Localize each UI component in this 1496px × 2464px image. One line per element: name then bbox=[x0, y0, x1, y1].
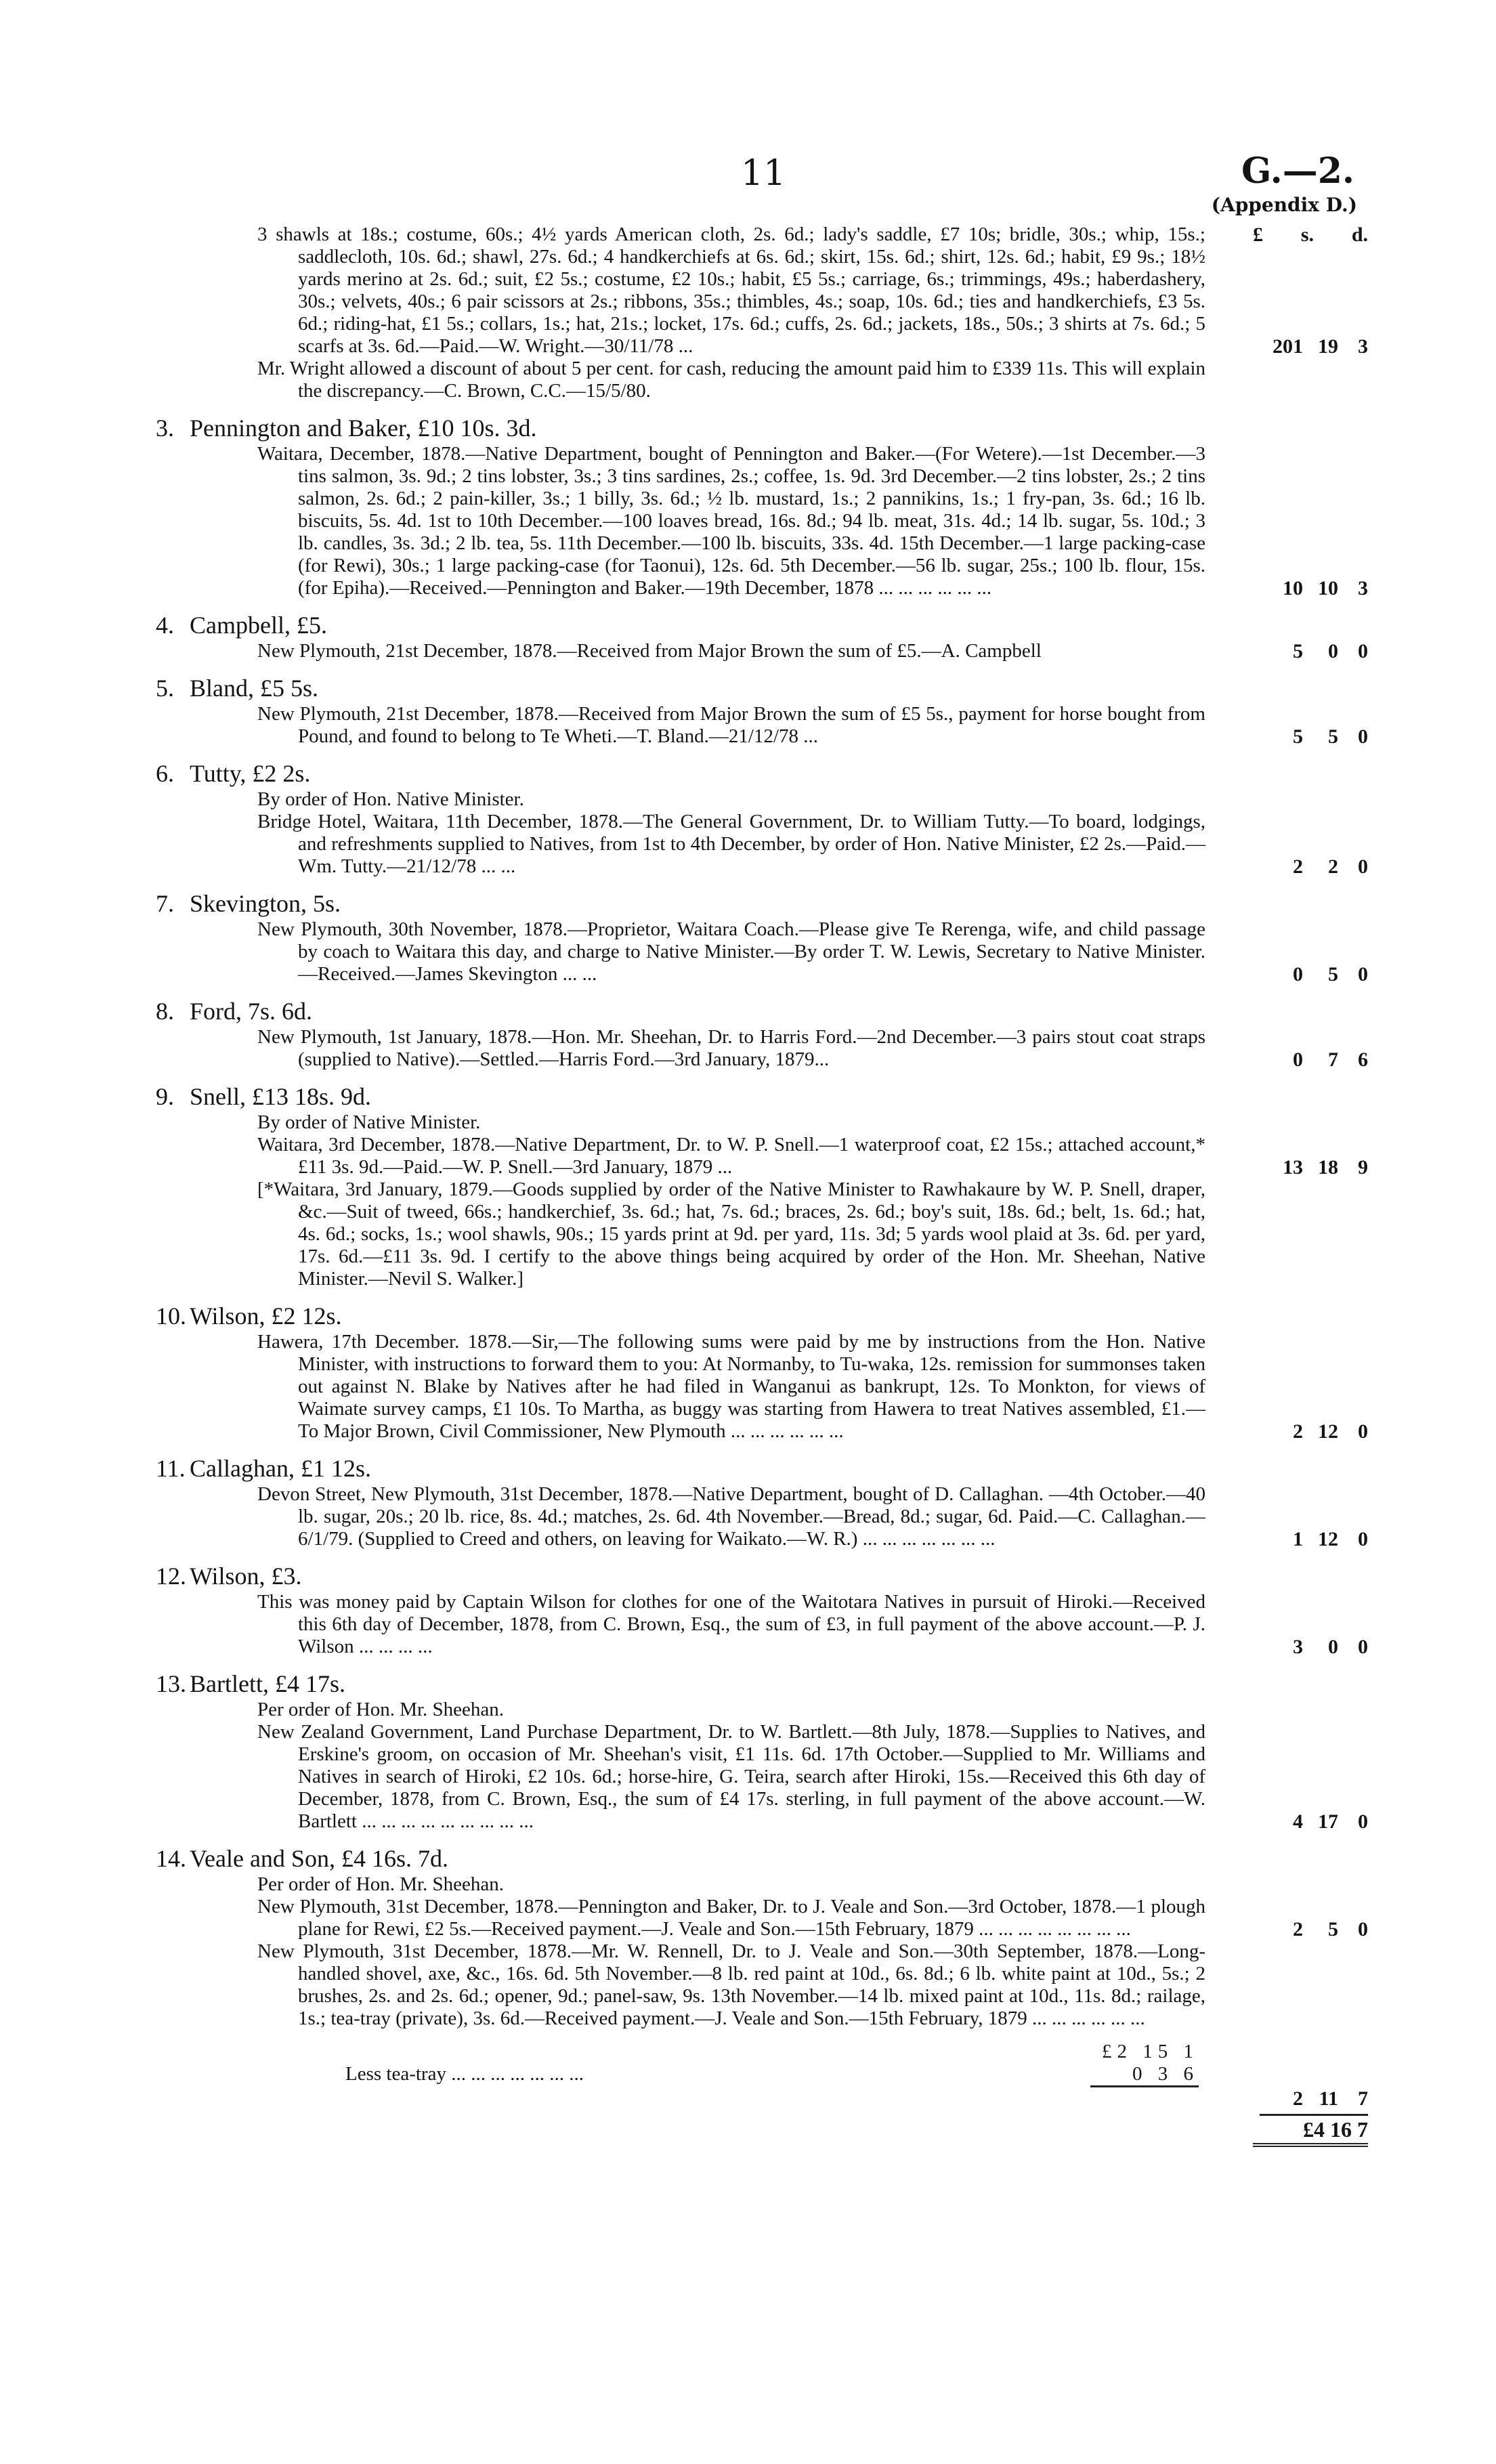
ledger-entry bbox=[156, 1669, 1368, 1833]
entry-amount bbox=[1246, 1420, 1368, 1443]
total-double-rule bbox=[1253, 2143, 1368, 2147]
amount-pounds: 201 bbox=[1273, 335, 1303, 358]
entry-title bbox=[156, 889, 1368, 918]
amount-shillings: 7 bbox=[1328, 1048, 1338, 1071]
entry-heading: Campbell, £5. bbox=[190, 612, 327, 639]
entry-line bbox=[163, 1873, 1368, 1896]
ledger-entry bbox=[156, 1082, 1368, 1290]
ledger-entry bbox=[163, 224, 1368, 402]
amount-pence: 0 bbox=[1358, 963, 1368, 985]
amount-pence: 9 bbox=[1358, 1156, 1368, 1178]
entry-heading: Ford, 7s. 6d. bbox=[190, 998, 313, 1025]
entry-heading: Bartlett, £4 17s. bbox=[190, 1670, 345, 1697]
entry-line bbox=[163, 640, 1368, 662]
appendix-label: (Appendix D.) bbox=[1211, 194, 1357, 216]
amount-shillings: 5 bbox=[1328, 725, 1338, 748]
entry-text: By order of Native Minister. bbox=[257, 1111, 481, 1133]
entry-line bbox=[163, 918, 1368, 985]
document-body bbox=[156, 224, 1368, 2147]
entry-text: Devon Street, New Plymouth, 31st December, 1878.—Native Department, bought of D. Callaghan. —4th October.—40 lb. sugar, 20s.; 20 lb. rice, 8s. 4d.; matches, 2s. 6d. 4th November.—Bread, 8d.; sugar, 6d. Paid.—C. Callaghan.—6/1/79. (Supplied to Creed and others, on leaving for Waikato.—W. R.) ... ... ... ... ... ... ... bbox=[257, 1483, 1205, 1550]
entry-number: 9. bbox=[156, 1083, 174, 1110]
entry-text: New Plymouth, 1st January, 1878.—Hon. Mr. Sheehan, Dr. to Harris Ford.—2nd December.—3 pairs stout coat straps (supplied to Native).—Settled.—Harris Ford.—3rd January, 1879... bbox=[257, 1026, 1205, 1070]
entry-amount bbox=[1246, 577, 1368, 599]
entry-heading: Callaghan, £1 12s. bbox=[190, 1455, 371, 1482]
amount-pounds: 1 bbox=[1293, 1528, 1303, 1550]
entry-heading: Bland, £5 5s. bbox=[190, 675, 319, 702]
veale-first-amount: £2 15 1 bbox=[1102, 2041, 1199, 2062]
entry-line bbox=[163, 1699, 1368, 1721]
entry-text: Per order of Hon. Mr. Sheehan. bbox=[257, 1699, 505, 1720]
amount-pounds: 2 bbox=[1293, 855, 1303, 878]
entry-text: New Plymouth, 21st December, 1878.—Received from Major Brown the sum of £5.—A. Campbell bbox=[257, 640, 1042, 662]
amount-shillings: 12 bbox=[1318, 1528, 1338, 1550]
amount-pounds: 5 bbox=[1293, 725, 1303, 748]
entry-amount bbox=[1246, 1528, 1368, 1550]
amount-pence: 0 bbox=[1358, 640, 1368, 662]
amount-pounds: 0 bbox=[1293, 963, 1303, 985]
amount-pence: 0 bbox=[1358, 855, 1368, 878]
amount-pounds: 3 bbox=[1293, 1636, 1303, 1658]
entry-number: 6. bbox=[156, 760, 174, 787]
entry-text: Hawera, 17th December. 1878.—Sir,—The following sums were paid by me by instructions from the Hon. Native Minister, with instructions to forward them to you: At Normanby, to Tu-waka, 12s. remission for summonses taken out against N. Blake by Natives after he had filed in Wanganui as bankrupt, 12s. To Monkton, for views of Waimate survey camps, £1 10s. To Martha, as buggy was starting from Hawera to treat Natives assembled, £1.—To Major Brown, Civil Commissioner, New Plymouth ... ... ... ... ... ... bbox=[257, 1331, 1205, 1442]
entry-amount bbox=[1246, 1636, 1368, 1658]
entry-line bbox=[163, 1721, 1368, 1833]
less-tea-tray-label: Less tea-tray ... ... ... ... ... ... ... bbox=[345, 2063, 584, 2085]
amount-shillings: 0 bbox=[1328, 640, 1338, 662]
entry-text: New Plymouth, 31st December, 1878.—Mr. W. Rennell, Dr. to J. Veale and Son.—30th September, 1878.—Long-handled shovel, axe, &c., 16s. 6d. 5th November.—8 lb. red paint at 10d., 6s. 8d.; 6 lb. white paint at 10d., 5s.; 2 brushes, 2s. and 2s. 6d.; opener, 9d.; panel-saw, 9s. 13th November.—14 lb. mixed paint at 10d., 11s. 8d.; railage, 1s.; tea-tray (private), 3s. 6d.—Received payment.—J. Veale and Son.—15th February, 1879 ... ... ... ... ... ... bbox=[257, 1940, 1205, 2029]
entry-text: Bridge Hotel, Waitara, 11th December, 1878.—The General Government, Dr. to William Tutty.—To board, lodgings, and refreshments supplied to Natives, from 1st to 4th December, by order of Hon. Native Minister, £2 2s.—Paid.—Wm. Tutty.—21/12/78 ... ... bbox=[257, 811, 1205, 877]
entry-text: Mr. Wright allowed a discount of about 5 per cent. for cash, reducing the amount paid him to £339 11s. This will explain the discrepancy.—C. Brown, C.C.—15/5/80. bbox=[257, 358, 1205, 402]
entry-amount bbox=[1246, 963, 1368, 985]
entry-amount bbox=[1246, 640, 1368, 662]
entry-number: 8. bbox=[156, 998, 174, 1025]
entry-title bbox=[156, 413, 1368, 443]
amount-pounds: 0 bbox=[1293, 1048, 1303, 1071]
entry-text: This was money paid by Captain Wilson for clothes for one of the Waitotara Natives in pursuit of Hiroki.—Received this 6th day of December, 1878, from C. Brown, Esq., the sum of £3, in full payment of the above account.—P. J. Wilson ... ... ... ... bbox=[257, 1591, 1205, 1657]
veale-net-line bbox=[163, 2087, 1368, 2110]
ledger-entry bbox=[156, 1844, 1368, 2030]
entry-text: 3 shawls at 18s.; costume, 60s.; 4½ yards American cloth, 2s. 6d.; lady's saddle, £7 10s; bridle, 30s.; whip, 15s.; saddlecloth, 10s. 6d.; shawl, 27s. 6d.; 4 handkerchiefs at 6s. 6d.; skirt, 15s. 6d.; shirt, 12s. 6d.; habit, £9 9s.; 18½ yards merino at 2s. 6d.; suit, £2 5s.; costume, £2 10s.; habit, £5 5s.; carriage, 6s.; trimmings, 49s.; haberdashery, 30s.; velvets, 40s.; 6 pair scissors at 2s.; ribbons, 35s.; thimbles, 4s.; soap, 10s. 6d.; ties and handkerchiefs, £3 5s. 6d.; riding-hat, £1 5s.; collars, 1s.; hat, 21s.; locket, 17s. 6d.; cuffs, 2s. 6d.; jackets, 18s., 50s.; 3 shirts at 7s. 6d.; 5 scarfs at 3s. 6d.—Paid.—W. Wright.—30/11/78 ... bbox=[257, 224, 1205, 357]
money-column-header bbox=[1253, 224, 1368, 247]
entry-line bbox=[163, 1111, 1368, 1134]
entry-title bbox=[156, 1453, 1368, 1483]
entry-title bbox=[156, 996, 1368, 1026]
entry-text: New Plymouth, 21st December, 1878.—Received from Major Brown the sum of £5 5s., payment for horse bought from Pound, and found to belong to Te Wheti.—T. Bland.—21/12/78 ... bbox=[257, 703, 1205, 747]
entry-line bbox=[163, 1940, 1368, 2030]
entry-number: 11. bbox=[156, 1455, 186, 1482]
entry-text: New Plymouth, 30th November, 1878.—Proprietor, Waitara Coach.—Please give Te Rerenga, wife, and child passage by coach to Waitara this day, and charge to Native Minister.—By order T. W. Lewis, Secretary to Native Minister.—Received.—James Skevington ... ... bbox=[257, 918, 1205, 985]
ledger-entry bbox=[156, 996, 1368, 1071]
amount-pounds: 10 bbox=[1283, 577, 1303, 599]
grand-total: £4 16 7 bbox=[1303, 2117, 1368, 2142]
entry-number: 7. bbox=[156, 890, 174, 917]
ledger-entry bbox=[156, 1301, 1368, 1443]
ledger-entry bbox=[156, 1453, 1368, 1550]
entry-amount bbox=[1246, 1156, 1368, 1178]
entry-number: 13. bbox=[156, 1670, 186, 1697]
entry-title bbox=[156, 1561, 1368, 1591]
amount-shillings: 12 bbox=[1318, 1420, 1338, 1443]
amount-pence: 6 bbox=[1358, 1048, 1368, 1071]
amount-shillings: 10 bbox=[1318, 577, 1338, 599]
amount-pence: 0 bbox=[1358, 1528, 1368, 1550]
pounds-heading: £ bbox=[1253, 224, 1263, 246]
amount-pounds: 4 bbox=[1293, 1810, 1303, 1833]
entry-line bbox=[163, 443, 1368, 599]
entry-amount bbox=[1246, 1048, 1368, 1071]
entry-line bbox=[163, 703, 1368, 748]
amount-shillings: 5 bbox=[1328, 963, 1338, 985]
amount-pence: 0 bbox=[1358, 1918, 1368, 1940]
entry-title bbox=[156, 1082, 1368, 1111]
entry-text: By order of Hon. Native Minister. bbox=[257, 788, 524, 810]
entry-line bbox=[163, 788, 1368, 811]
entry-heading: Snell, £13 18s. 9d. bbox=[190, 1083, 372, 1110]
entry-line bbox=[163, 1483, 1368, 1550]
entry-title bbox=[156, 673, 1368, 703]
entry-line bbox=[163, 1026, 1368, 1071]
entry-line bbox=[163, 1134, 1368, 1178]
pence-heading: d. bbox=[1351, 224, 1368, 246]
entry-line bbox=[163, 1178, 1368, 1290]
entry-title bbox=[156, 610, 1368, 640]
amount-pounds: 2 bbox=[1293, 1420, 1303, 1443]
amount-pence: 3 bbox=[1358, 335, 1368, 358]
amount-shillings: 17 bbox=[1318, 1810, 1338, 1833]
entry-title bbox=[156, 1301, 1368, 1331]
entry-amount bbox=[1246, 1918, 1368, 1940]
shillings-heading: s. bbox=[1300, 224, 1314, 246]
amount-pounds: 5 bbox=[1293, 640, 1303, 662]
entry-line bbox=[163, 1591, 1368, 1658]
amount-pence: 0 bbox=[1358, 1810, 1368, 1833]
entry-number: 14. bbox=[156, 1845, 186, 1872]
entry-number: 10. bbox=[156, 1302, 186, 1330]
veale-subtotal bbox=[163, 2041, 1368, 2147]
entry-amount bbox=[1246, 1810, 1368, 1833]
amount-pence: 0 bbox=[1358, 1636, 1368, 1658]
entries-list bbox=[156, 224, 1368, 2030]
amount-shillings: 18 bbox=[1318, 1156, 1338, 1178]
ledger-entry bbox=[156, 610, 1368, 662]
entry-amount bbox=[1246, 335, 1368, 358]
entry-number: 3. bbox=[156, 415, 174, 442]
page-number: 11 bbox=[741, 153, 786, 194]
entry-number: 12. bbox=[156, 1563, 186, 1590]
amount-shillings: 2 bbox=[1328, 855, 1338, 878]
amount-pence: 3 bbox=[1358, 577, 1368, 599]
entry-text: Per order of Hon. Mr. Sheehan. bbox=[257, 1873, 505, 1895]
entry-number: 5. bbox=[156, 675, 174, 702]
ledger-entry bbox=[156, 413, 1368, 599]
entry-line bbox=[163, 1896, 1368, 1940]
entry-amount bbox=[1246, 855, 1368, 878]
entry-text: [*Waitara, 3rd January, 1879.—Goods supplied by order of the Native Minister to Rawhakaure by W. P. Snell, draper, &c.—Suit of tweed, 66s.; handkerchief, 3s. 6d.; hat, 7s. 6d.; braces, 2s. 6d.; boy's suit, 18s. 6d.; belt, 1s. 6d.; hat, 4s. 6d.; socks, 1s.; wool shawls, 90s.; 15 yards print at 9d. per yard, 11s. 3d; 5 yards wool plaid at 3s. 6d. per yard, 17s. 6d.—£11 3s. 9d. I certify to the above things being acquired by order of the Hon. Mr. Sheehan, Native Minister.—Nevil S. Walker.] bbox=[257, 1178, 1205, 1290]
ledger-entry bbox=[156, 889, 1368, 985]
entry-line bbox=[163, 358, 1368, 402]
entry-title bbox=[156, 1669, 1368, 1699]
entry-line bbox=[163, 224, 1368, 358]
amount-pounds: 13 bbox=[1283, 1156, 1303, 1178]
entry-heading: Wilson, £2 12s. bbox=[190, 1302, 342, 1330]
amount-shillings: 5 bbox=[1328, 1918, 1338, 1940]
document-code: G.—2. bbox=[1241, 150, 1354, 192]
entry-text: Waitara, 3rd December, 1878.—Native Department, Dr. to W. P. Snell.—1 waterproof coat, £2 15s.; attached account,* £11 3s. 9d.—Paid.—W. P. Snell.—3rd January, 1879 ... bbox=[257, 1134, 1205, 1178]
entry-text: Waitara, December, 1878.—Native Department, bought of Pennington and Baker.—(For Wetere).—1st December.—3 tins salmon, 3s. 9d.; 2 tins lobster, 3s.; 3 tins sardines, 2s.; coffee, 1s. 9d. 3rd December.—2 tins lobster, 2s.; 2 tins salmon, 2s. 6d.; 2 pain-killer, 3s.; 1 billy, 3s. 6d.; ½ lb. mustard, 1s.; 2 pannikins, 1s.; 1 fry-pan, 3s. 6d.; 16 lb. biscuits, 5s. 4d. 1st to 10th December.—100 loaves bread, 16s. 8d.; 94 lb. meat, 31s. 4d.; 14 lb. sugar, 5s. 10d.; 3 lb. candles, 3s. 3d.; 2 lb. tea, 5s. 11th December.—100 lb. biscuits, 33s. 4d. 15th December.—1 large packing-case (for Rewi), 30s.; 1 large packing-case (for Taonui), 12s. 6d. 5th December.—56 lb. sugar, 25s.; 100 lb. flour, 15s. (for Epiha).—Received.—Pennington and Baker.—19th December, 1878 ... ... ... ... ... ... bbox=[257, 443, 1205, 599]
entry-heading: Pennington and Baker, £10 10s. 3d. bbox=[190, 415, 537, 442]
entry-text: New Zealand Government, Land Purchase Department, Dr. to W. Bartlett.—8th July, 1878.—Supplies to Natives, and Erskine's groom, on occasion of Mr. Sheehan's visit, £1 11s. 6d. 17th October.—Supplied to Mr. Williams and Natives in search of Hiroki, £2 10s. 6d.; horse-hire, G. Teira, search after Hiroki, 15s.—Received this 6th day of December, 1878, from C. Brown, Esq., the sum of £4 17s. sterling, in full payment of the above account.—W. Bartlett ... ... ... ... ... ... ... ... ... bbox=[257, 1721, 1205, 1832]
entry-title bbox=[156, 1844, 1368, 1873]
entry-line bbox=[163, 811, 1368, 878]
entry-text: New Plymouth, 31st December, 1878.—Pennington and Baker, Dr. to J. Veale and Son.—3rd October, 1878.—1 plough plane for Rewi, £2 5s.—Received payment.—J. Veale and Son.—15th February, 1879 ... ... ... ... ... ... ... ... bbox=[257, 1896, 1205, 1940]
less-tea-tray-amount: 0 3 6 bbox=[1132, 2063, 1199, 2085]
amount-shillings: 0 bbox=[1328, 1636, 1338, 1658]
entry-title bbox=[156, 759, 1368, 788]
entry-number: 4. bbox=[156, 612, 174, 639]
entry-line bbox=[163, 1331, 1368, 1443]
amount-shillings: 19 bbox=[1318, 335, 1338, 358]
amount-pence: 0 bbox=[1358, 1420, 1368, 1443]
entry-amount bbox=[1246, 725, 1368, 748]
amount-pounds: 2 bbox=[1293, 1918, 1303, 1940]
entry-heading: Skevington, 5s. bbox=[190, 890, 341, 917]
ledger-entry bbox=[156, 759, 1368, 878]
ledger-entry bbox=[156, 673, 1368, 748]
veale-net-amount: 2 11 7 bbox=[1293, 2087, 1368, 2110]
entry-heading: Tutty, £2 2s. bbox=[190, 760, 311, 787]
ledger-entry bbox=[156, 1561, 1368, 1658]
entry-heading: Veale and Son, £4 16s. 7d. bbox=[190, 1845, 448, 1872]
entry-heading: Wilson, £3. bbox=[190, 1563, 302, 1590]
amount-pence: 0 bbox=[1358, 725, 1368, 748]
